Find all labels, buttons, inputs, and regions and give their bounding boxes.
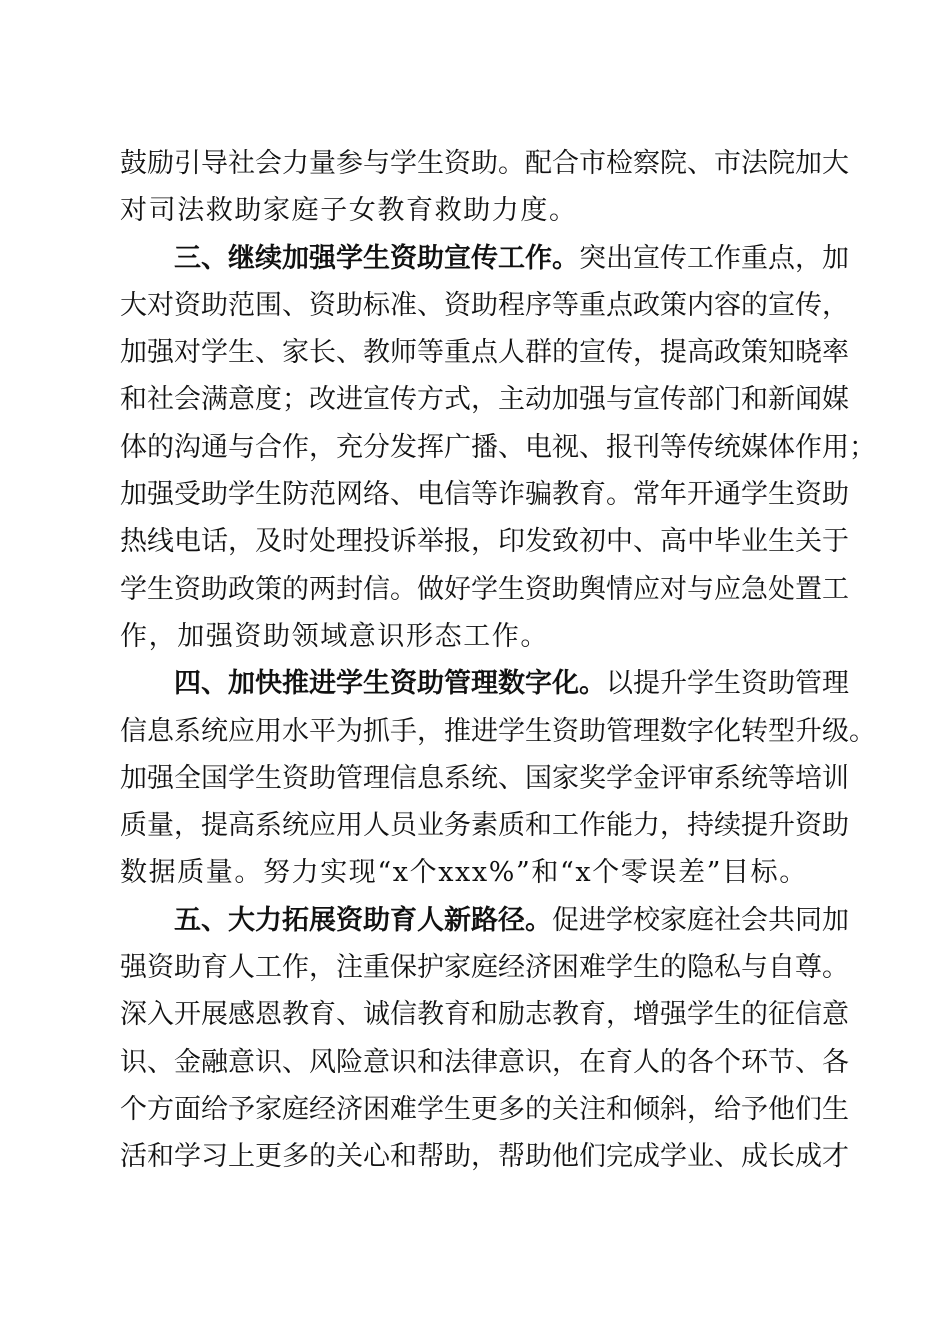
text-line: 加强全国学生资助管理信息系统、国家奖学金评审系统等培训	[120, 762, 849, 794]
text-line: 体的沟通与合作，充分发挥广播、电视、报刊等传统媒体作用；	[120, 431, 876, 463]
text-line: 信息系统应用水平为抓手，推进学生资助管理数字化转型升级。	[120, 715, 876, 747]
section-heading: 三、继续加强学生资助宣传工作。	[174, 242, 579, 274]
text-line: 活和学习上更多的关心和帮助，帮助他们完成学业、成长成才	[120, 1141, 849, 1173]
text-line: 热线电话，及时处理投诉举报，印发致初中、高中毕业生关于	[120, 526, 849, 558]
text-line: 对司法救助家庭子女教育救助力度。	[120, 195, 578, 227]
text-run: 促进学校家庭社会共同加	[552, 904, 849, 936]
text-line: 加强对学生、家长、教师等重点人群的宣传，提高政策知晓率	[120, 337, 849, 369]
text-line: 个方面给予家庭经济困难学生更多的关注和倾斜，给予他们生	[120, 1093, 849, 1125]
text-line: 和社会满意度；改进宣传方式，主动加强与宣传部门和新闻媒	[120, 384, 849, 416]
section-heading: 五、大力拓展资助育人新路径。	[174, 904, 552, 936]
text-line: 强资助育人工作，注重保护家庭经济困难学生的隐私与自尊。	[120, 952, 849, 984]
text-line: 质量，提高系统应用人员业务素质和工作能力，持续提升资助	[120, 810, 849, 842]
text-line: 鼓励引导社会力量参与学生资助。配合市检察院、市法院加大	[120, 148, 849, 179]
text-line: 学生资助政策的两封信。做好学生资助舆情应对与应急处置工	[120, 573, 849, 605]
text-run: 突出宣传工作重点，加	[579, 242, 849, 274]
paragraph-first-line	[120, 235, 849, 282]
text-line: 加强受助学生防范网络、电信等诈骗教育。常年开通学生资助	[120, 479, 849, 511]
text-line: 作，加强资助领域意识形态工作。	[120, 620, 549, 652]
document-page	[120, 140, 876, 1181]
text-line: 大对资助范围、资助标准、资助程序等重点政策内容的宣传，	[120, 289, 849, 321]
paragraph-first-line	[120, 897, 849, 944]
text-line: 数据质量。努力实现“x个xxx%”和“x个零误差”目标。	[120, 857, 808, 889]
text-line: 深入开展感恩教育、诚信教育和励志教育，增强学生的征信意	[120, 999, 849, 1031]
paragraph-first-line	[120, 660, 849, 707]
text-line: 识、金融意识、风险意识和法律意识，在育人的各个环节、各	[120, 1046, 849, 1078]
text-run: 以提升学生资助管理	[606, 668, 849, 700]
section-heading: 四、加快推进学生资助管理数字化。	[174, 668, 606, 700]
